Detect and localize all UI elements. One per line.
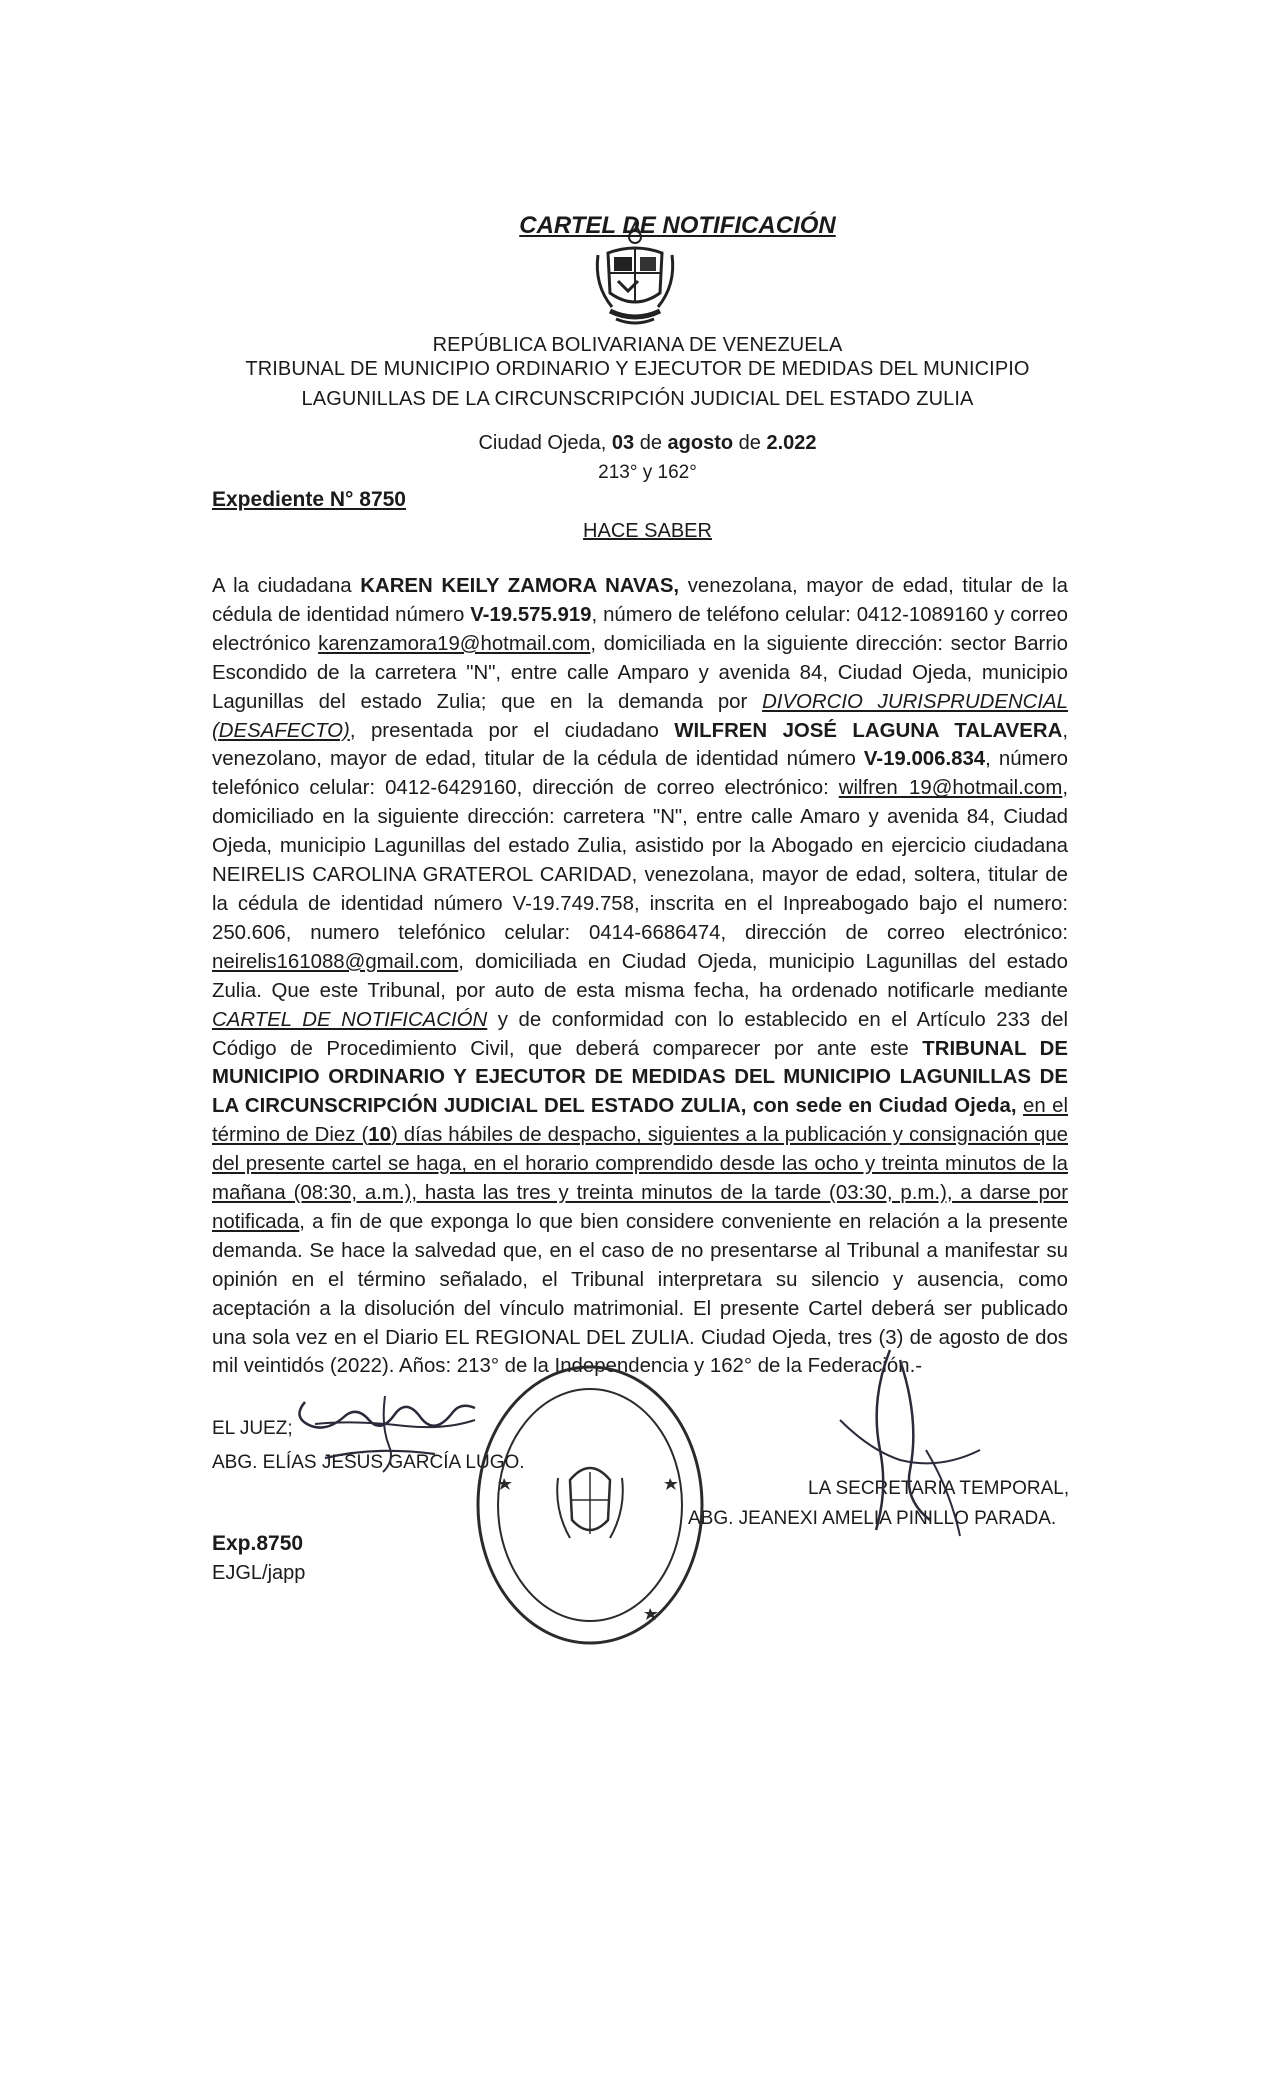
judge-label: EL JUEZ; [212,1418,293,1439]
term-clause-rest: ) días hábiles de despacho, siguientes a la publicación y consignación que del presente cartel se haga, en el horario comprendido desde las ocho y treinta minutos de la mañana (08:30, a.m.), hasta las tres y treinta minutos de la tarde (03:30, p.m.), a darse por notificada [212,1124,1068,1233]
expediente-number: Expediente N° 8750 [212,488,406,511]
judge-name: ABG. ELÍAS JESÚS GARCÍA LUGO. [212,1452,525,1473]
plaintiff-id: V-19.006.834 [863,748,986,771]
tribunal-heading-line-2: LAGUNILLAS DE LA CIRCUNSCRIPCIÓN JUDICIAL DEL ESTADO ZULIA [301,388,974,410]
court-stamp-icon [470,1360,710,1650]
court-stamp [470,1360,710,1655]
term-days: 10 [368,1124,391,1147]
date-prefix: Ciudad Ojeda, [478,432,607,454]
lawyer-email: neirelis161088@gmail.com [212,950,459,973]
secretary-signature-icon [830,1340,1010,1540]
date-de-1: de [639,432,662,454]
body-text: A la ciudadana [212,575,361,597]
body-text: , domiciliada en la siguiente dirección: sector Barrio Escondido de la carretera "N", entre calle Amparo y avenida 84, Ciudad Ojeda, municipio Lagunillas del estado Zulia; que en la demanda por [212,632,1068,713]
date-day: 03 [611,432,635,454]
date-year: 2.022 [766,432,817,454]
tribunal-heading-line-1: TRIBUNAL DE MUNICIPIO ORDINARIO Y EJECUTOR DE MEDIDAS DEL MUNICIPIO [245,358,1030,380]
cartel-reference: CARTEL DE NOTIFICACIÓN [212,1008,488,1031]
notification-body [212,572,1068,1381]
body-text: , presentada por el ciudadano [349,719,675,742]
term-clause-start: en el término de Diez ( [212,1095,1069,1147]
footer-expediente: Exp.8750 [212,1532,304,1555]
years-independence-federation: 213° y 162° [598,462,697,483]
body-text: , domiciliada en Ciudad Ojeda, municipio Lagunillas del estado Zulia. Que este Tribunal, por auto de esta misma fecha, ha ordenado notificarle mediante [212,950,1068,1002]
body-text: , domiciliado en la siguiente dirección: carretera "N", entre calle Amaro y avenida 84, Ciudad Ojeda, municipio Lagunillas del estado Zulia, asistido por la Abogado en ejercicio ciudadana NEIRELIS CAROLINA GRATEROL CARIDAD, venezolana, mayor de edad, soltera, titular de la cédula de identidad número V-19.749.758, inscrita en el Inpreabogado bajo el numero: 250.606, numero telefónico celular: 0414-6686474, dirección de correo electrónico: [212,777,1068,944]
hace-saber-heading: HACE SABER [583,520,712,542]
judge-signature-icon [285,1376,485,1476]
secretary-name: ABG. JEANEXI AMELIA PINILLO PARADA. [688,1508,1057,1529]
document-title: CARTEL DE NOTIFICACIÓN [519,212,836,239]
republic-heading: REPÚBLICA BOLIVARIANA DE VENEZUELA [432,334,843,356]
secretary-label: LA SECRETARIA TEMPORAL, [808,1478,1070,1499]
document-date [10,432,1275,455]
recipient-id: V-19.575.919 [470,603,592,626]
case-type: DIVORCIO JURISPRUDENCIAL (DESAFECTO) [212,690,1068,742]
body-text: venezolana, mayor de edad, titular de la cédula de identidad número [212,575,1069,626]
recipient-email: karenzamora19@hotmail.com [318,632,591,655]
tribunal-reference: TRIBUNAL DE MUNICIPIO ORDINARIO Y EJECUTOR DE MEDIDAS DEL MUNICIPIO LAGUNILLAS DE LA CIRCUNSCRIPCIÓN JUDICIAL DEL ESTADO ZULIA, con sede en Ciudad Ojeda, [212,1037,1069,1118]
body-text: , venezolano, mayor de edad, titular de la cédula de identidad número [212,719,1068,771]
recipient-name: KAREN KEILY ZAMORA NAVAS, [360,575,680,597]
body-text: , número telefónico celular: 0412-6429160, dirección de correo electrónico: [212,748,1068,800]
plaintiff-name: WILFREN JOSÉ LAGUNA TALAVERA [674,719,1063,742]
date-month: agosto [667,432,734,454]
date-de-2: de [738,432,761,454]
footer-initials: EJGL/japp [212,1562,306,1584]
body-text: y de conformidad con lo establecido en el Artículo 233 del Código de Procedimiento Civil, que deberá comparecer por ante este [212,1008,1069,1060]
plaintiff-email: wilfren_19@hotmail.com [838,777,1063,800]
body-text: , número de teléfono celular: 0412-1089160 y correo electrónico [212,603,1068,655]
body-text: , a fin de que exponga lo que bien considere conveniente en relación a la presente demanda. Se hace la salvedad que, en el caso de no presentarse al Tribunal a manifestar su opinión en el término señalado, el Tribunal interpretara su silencio y ausencia, como aceptación a la disolución del vínculo matrimonial. El presente Cartel deberá ser publicado una sola vez en el Diario EL REGIONAL DEL ZULIA. Ciudad Ojeda, tres (3) de agosto de dos mil veintidós (2022). Años: 213° de la Independencia y 162° de la Federación.- [212,1210,1068,1378]
